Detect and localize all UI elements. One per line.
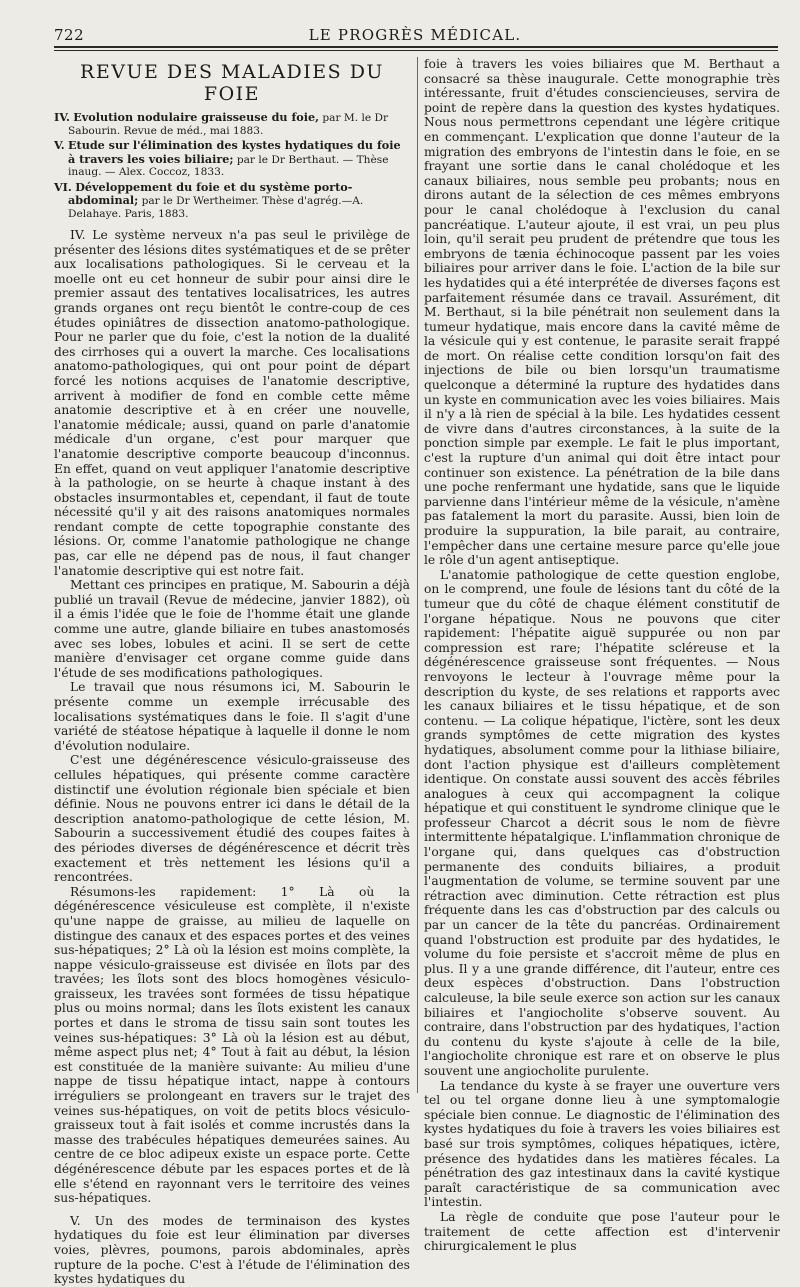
reference-title: Evolution nodulaire graisseuse du foie,: [73, 110, 319, 124]
running-header: [54, 26, 776, 44]
reference-details: par le Dr Berthaut. — Thèse inaug. — Alex. Coccoz, 1833.: [68, 153, 389, 178]
paragraph: C'est une dégénérescence vésiculo-graisseuse des cellules hépatiques, qui présente comme caractère distinctif une évolution régionale bien spéciale et bien définie. Nous ne pouvons entrer ici dans le détail de la description anatomo-pathologique de cette lésion, M. Sabourin a successivement étudié des coupes faites à des périodes diverses de dégénérescence et décrit très exactement et très nettement les lésions qu'il a rencontrées.: [54, 753, 410, 885]
reference-details: par le Dr Wertheimer. Thèse d'agrég.—A. Delahaye. Paris, 1883.: [68, 195, 364, 220]
reference-list: [54, 111, 410, 220]
reference-details: par M. le Dr Sabourin. Revue de méd., mai 1883.: [68, 112, 389, 137]
header-rule-thin: [54, 50, 778, 51]
reference-item: [54, 111, 410, 137]
reference-number: IV.: [54, 110, 70, 124]
paragraph: V. Un des modes de terminaison des kystes hydatiques du foie est leur élimination par diverses voies, plèvres, poumons, parois abdominales, après rupture de la poche. C'est à l'étude de l'élimination des kystes hydatiques du: [54, 1213, 410, 1287]
paragraph: foie à travers les voies biliaires que M. Berthaut a consacré sa thèse inaugurale. Cette monographie très intéressante, fruit d'études consciencieuses, servira de point de repère dans la question des kystes hydatiques. Nous nous permettrons cependant une légère critique en commençant. L'explication que donne l'auteur de la migration des embryons de l'intestin dans le foie, en se frayant une sortie dans le canal cholédoque et les canaux biliaires, nous semble peu probants; nous en dirons autant de la sélection de ces mêmes embryons pour le canal cholédoque à l'exclusion du canal pancréatique. L'auteur ajoute, il est vrai, un peu plus loin, qu'il serait peu prudent de prétendre que tous les embryons de tænia échinocoque passent par les voies biliaires pour arriver dans le foie. L'action de la bile sur les hydatides qui a été interprétée de diverses façons est parfaitement résumée dans ce travail. Assurément, dit M. Berthaut, si la bile pénétrait non seulement dans la tumeur hydatique, mais encore dans la cavité même de la vésicule qui y est contenue, le parasite serait frappé de mort. On réalise cette condition lorsqu'on fait des injections de bile ou bien lorsqu'un traumatisme quelconque a déterminé la rupture des hydatides dans un kyste en communication avec les voies biliaires. Mais il n'y a là rien de spécial à la bile. Les hydatides cessent de vivre dans d'autres circonstances, à la suite de la ponction simple par exemple. Le fait le plus important, c'est la rupture d'un animal qui doit être intact pour continuer son existence. La pénétration de la bile dans une poche renfermant une hydatide, sans que le liquide parvienne dans l'intérieur même de la vésicule, n'amène pas fatalement la mort du parasite. Aussi, bien loin de produire la suppuration, la bile parait, au contraire, l'empêcher dans une certaine mesure parce qu'elle joue le rôle d'un agent antiseptique.: [424, 57, 781, 568]
reference-number: VI.: [54, 179, 72, 194]
reference-title: Etude sur l'élimination des kystes hydatiques du foie à travers les voies biliaire;: [68, 138, 401, 166]
header-rule: [54, 46, 778, 48]
page-number: 722: [54, 26, 85, 44]
section-title: REVUE DES MALADIES DU FOIE: [80, 61, 384, 105]
reference-item: [54, 181, 410, 221]
column-divider: [417, 57, 418, 1093]
paragraph: La tendance du kyste à se frayer une ouverture vers tel ou tel organe donne lieu à une symptomalogie spéciale bien connue. Le diagnostic de l'élimination des kystes hydatiques du foie à travers les voies biliaires est basé sur trois symptômes, coliques hépatiques, ictère, présence des hydatides dans les matières fécales. La pénétration des gaz intestinaux dans la cavité kystique paraît caractéristique de sa communication avec l'intestin.: [424, 1078, 780, 1210]
right-column: [424, 57, 780, 1254]
paragraph: IV. Le système nerveux n'a pas seul le privilège de présenter des lésions dites systématiques et de se prêter aux localisations pathologiques. Si le cerveau et la moelle ont eu cet honneur de subir pour ainsi dire le premier assaut des tentatives localisatrices, les autres grands organes ont reçu bientôt le contre-coup de ces études opiniâtres de dissection anatomo-pathologique. Pour ne parler que du foie, c'est la notion de la dualité des cirrhoses qui a ouvert la marche. Ces localisations anatomo-pathologiques, qui ont pour point de départ forcé les notions acquises de l'anatomie descriptive, arrivent à modifier de fond en comble cette même anatomie descriptive et à en créer une nouvelle, l'anatomie médicale; aussi, quand on parle d'anatomie médicale d'un organe, c'est pour marquer que l'anatomie descriptive comporte beaucoup d'inconnus. En effet, quand on veut appliquer l'anatomie descriptive à la pathologie, on se heurte à chaque instant à des obstacles insurmontables et, cependant, il faut de toute nécessité qu'il y ait des raisons anatomiques normales rendant compte de cette topographie constante des lésions. Or, comme l'anatomie pathologique ne change pas, car elle ne dépend pas de nous, il faut changer l'anatomie descriptive qui est notre fait.: [54, 228, 410, 578]
paragraph: Le travail que nous résumons ici, M. Sabourin le présente comme un exemple irrécusable des localisations systématiques dans le foie. Il s'agit d'une variété de stéatose hépatique à laquelle il donne le nom d'évolution nodulaire.: [54, 680, 410, 753]
journal-title: LE PROGRÈS MÉDICAL.: [308, 26, 522, 44]
reference-number: V.: [54, 138, 65, 152]
paragraph: La règle de conduite que pose l'auteur pour le traitement de cette affection est d'intervenir chirurgicalement le plus: [424, 1209, 780, 1254]
left-column: [54, 57, 410, 1287]
reference-title: Développement du foie et du système porto-abdominal;: [68, 179, 353, 207]
reference-item: [54, 139, 410, 179]
paragraph: L'anatomie pathologique de cette question englobe, on le comprend, une foule de lésions tant du côté de la tumeur que du côté de chaque élément constitutif de l'organe hépatique. Nous ne pouvons que citer rapidement: l'hépatite aiguë suppurée ou non par compression est rare; l'hépatite scléreuse et la dégénérescence graisseuse sont fréquentes. — Nous renvoyons le lecteur à l'ouvrage même pour la description du kyste, de ses relations et rapports avec les canaux biliaires et le tissu hépatique, et de son contenu. — La colique hépatique, l'ictère, sont les deux grands symptômes de cette migration des kystes hydatiques, absolument comme pour la lithiase biliaire, dont l'action physique est d'ailleurs complètement identique. On constate aussi souvent des accès fébriles analogues à ceux qui accompagnent la colique hépatique et qui constituent le syndrome clinique que le professeur Charcot a décrit sous le nom de fièvre intermittente hépatalgique. L'inflammation chronique de l'organe qui, dans quelques cas d'obstruction permanente des conduits biliaires, a produit l'augmentation de volume, se termine souvent par une rétraction avec diminution. Cette rétraction est plus fréquente dans les cas d'obstruction par des calculs ou par un cancer de la tête du pancréas. Ordinairement quand l'obstruction est produite par des hydatides, le volume du foie persiste et s'accroit même de plus en plus. Il y a une grande différence, dit l'auteur, entre ces deux espèces d'obstruction. Dans l'obstruction calculeuse, la bile seule exerce son action sur les canaux biliaires et l'angiocholite s'observe souvent. Au contraire, dans l'obstruction par des hydatiques, l'action du contenu du kyste s'ajoute à celle de la bile, l'angiocholite chronique est rare et on observe le plus souvent une angiocholite purulente.: [424, 567, 780, 1078]
paragraph: Mettant ces principes en pratique, M. Sabourin a déjà publié un travail (Revue de médecine, janvier 1882), où il a émis l'idée que le foie de l'homme était une glande comme une autre, glande biliaire en tubes anastomosés avec ses lobes, lobules et acini. Il se sert de cette manière d'envisager cet organe comme guide dans l'étude de ses modifications pathologiques.: [54, 578, 410, 680]
paragraph: Résumons-les rapidement: 1° Là où la dégénérescence vésiculeuse est complète, il n'existe qu'une nappe de graisse, au milieu de laquelle on distingue des canaux et des espaces portes et des veines sus-hépatiques; 2° Là où la lésion est moins complète, la nappe vésiculo-graisseuse est divisée en îlots par des travées; les îlots sont des blocs homogènes vésiculo-graisseux, les travées sont formées de tissu hépatique plus ou moins normal; dans les îlots existent les canaux portes et dans le stroma de tissu sain sont toutes les veines sus-hépatiques: 3° Là où la lésion est au début, même aspect plus net; 4° Tout à fait au début, la lésion est constituée de la manière suivante: Au milieu d'une nappe de tissu hépatique intact, nappe à contours irréguliers se prolongeant en travers sur le trajet des veines sus-hépatiques, on voit de petits blocs vésiculo-graisseux tout à fait isolés et comme incrustés dans la masse des trabécules hépatiques demeurées saines. Au centre de ce bloc adipeux existe un espace porte. Cette dégénérescence débute par les espaces portes et de là elle s'étend en rayonnant vers le territoire des veines sus-hépatiques.: [54, 884, 410, 1206]
